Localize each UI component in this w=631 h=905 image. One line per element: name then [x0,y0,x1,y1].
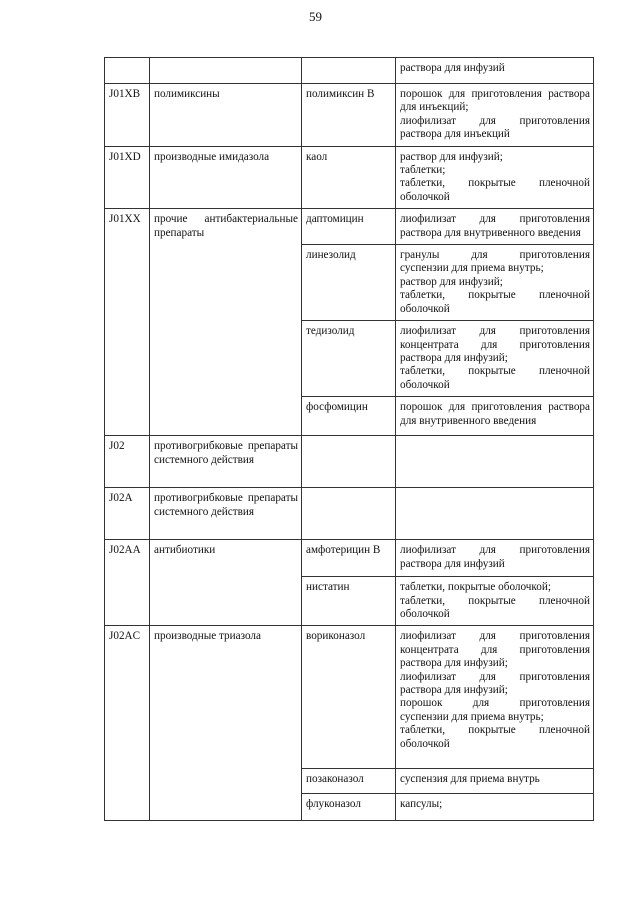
dosage-forms-cell [396,769,594,794]
dosage-forms-cell [396,209,594,245]
group-name-cell: антибиотики [150,540,302,626]
atc-code-cell: J02 [105,436,150,488]
dosage-form-line: лиофилизат для приготовления [400,630,590,643]
dosage-form-line: лиофилизат для приготовления [400,544,590,557]
dosage-form-line: оболочкой [400,737,450,750]
dosage-form-line: таблетки, покрытые оболочкой; [400,581,551,594]
atc-code-cell: J02A [105,488,150,540]
dosage-form-line: раствора для инфузий [400,62,505,74]
drug-name-cell: флуконазол [302,794,396,821]
group-name-cell: противогрибковые препараты системного действия [150,436,302,488]
dosage-form-line: гранулы для приготовления [400,249,590,262]
dosage-forms-cell [396,146,594,209]
dosage-form-line: оболочкой [400,302,450,315]
dosage-form-line: таблетки, покрытые пленочной [400,724,590,737]
dosage-form-line: оболочкой [400,607,450,620]
dosage-forms-cell [396,626,594,769]
atc-code-cell: J01XX [105,209,150,436]
dosage-forms-cell [396,397,594,436]
table-row [105,58,594,84]
drug-name-cell: позаконазол [302,769,396,794]
atc-code-cell: J02AA [105,540,150,626]
drug-name-cell: вориконазол [302,626,396,769]
group-name-cell: противогрибковые препараты системного действия [150,488,302,540]
drug-name-cell [302,58,396,84]
drug-name-cell: полимиксин В [302,84,396,147]
dosage-form-line: лиофилизат для приготовления [400,670,590,683]
dosage-form-line: порошок для приготовления раствора [400,401,590,414]
dosage-form-line: суспензии для приема внутрь; [400,710,544,723]
dosage-forms-cell [396,245,594,321]
page-number: 59 [309,9,322,24]
atc-code-cell [105,58,150,84]
dosage-form-line: для инъекций; [400,101,469,114]
dosage-forms-cell [396,321,594,397]
dosage-form-line: порошок для приготовления [400,697,590,710]
dosage-forms-cell [396,540,594,577]
drug-name-cell: амфотерицин В [302,540,396,577]
dosage-form-line: порошок для приготовления раствора [400,88,590,100]
dosage-form-line: суспензия для приема внутрь [400,773,540,786]
table-row [105,488,594,540]
drug-name-cell: линезолид [302,245,396,321]
table-row [105,209,594,245]
table-row [105,436,594,488]
dosage-form-line: таблетки, покрытые пленочной [400,177,590,190]
drug-name-cell: даптомицин [302,209,396,245]
drug-name-cell [302,436,396,488]
table-row [105,626,594,769]
dosage-form-line: капсулы; [400,798,443,811]
dosage-form-line: лиофилизат для приготовления [400,325,590,338]
dosage-form-line: раствора для инфузий [400,557,505,570]
dosage-form-line: оболочкой [400,190,450,203]
group-name-cell: прочие антибактериальные препараты [150,209,302,436]
dosage-forms-cell [396,84,594,147]
drug-name-cell: нистатин [302,577,396,626]
table-row [105,146,594,209]
dosage-form-line: оболочкой [400,378,450,391]
dosage-form-line: таблетки; [400,164,446,177]
group-name-cell: производные имидазола [150,146,302,209]
group-name-cell: полимиксины [150,84,302,147]
drug-name-cell: тедизолид [302,321,396,397]
dosage-forms-cell [396,577,594,626]
table-row [105,540,594,577]
dosage-form-line: для внутривенного введения [400,414,537,427]
group-name-cell [150,58,302,84]
dosage-form-line: суспензии для приема внутрь; [400,262,544,275]
drug-name-cell: фосфомицин [302,397,396,436]
dosage-form-line: лиофилизат для приготовления [400,213,590,226]
dosage-forms-cell [396,488,594,540]
dosage-form-line: таблетки, покрытые пленочной [400,594,590,607]
dosage-form-line: раствора для инфузий; [400,351,508,364]
dosage-form-line: концентрата для приготовления [400,643,590,656]
dosage-form-line: раствора для инфузий; [400,683,508,696]
drug-name-cell [302,488,396,540]
dosage-form-line: таблетки, покрытые пленочной [400,289,590,302]
dosage-form-line: раствора для внутривенного введения [400,226,581,239]
drug-name-cell: каол [302,146,396,209]
dosage-form-line: концентрата для приготовления [400,338,590,351]
dosage-forms-cell [396,436,594,488]
dosage-form-line: раствор для инфузий; [400,275,503,288]
dosage-forms-cell [396,58,594,84]
dosage-form-line: раствора для инфузий; [400,657,508,670]
dosage-form-line: лиофилизат для приготовления [400,114,590,127]
atc-code-cell: J01XD [105,146,150,209]
atc-code-cell: J01XB [105,84,150,147]
dosage-form-line: таблетки, покрытые пленочной [400,365,590,378]
dosage-form-line: раствор для инфузий; [400,150,503,163]
atc-code-cell: J02AC [105,626,150,821]
group-name-cell: производные триазола [150,626,302,821]
table-row [105,84,594,147]
dosage-form-line: раствора для инъекций [400,128,510,141]
dosage-forms-cell [396,794,594,821]
drug-table [104,57,594,821]
